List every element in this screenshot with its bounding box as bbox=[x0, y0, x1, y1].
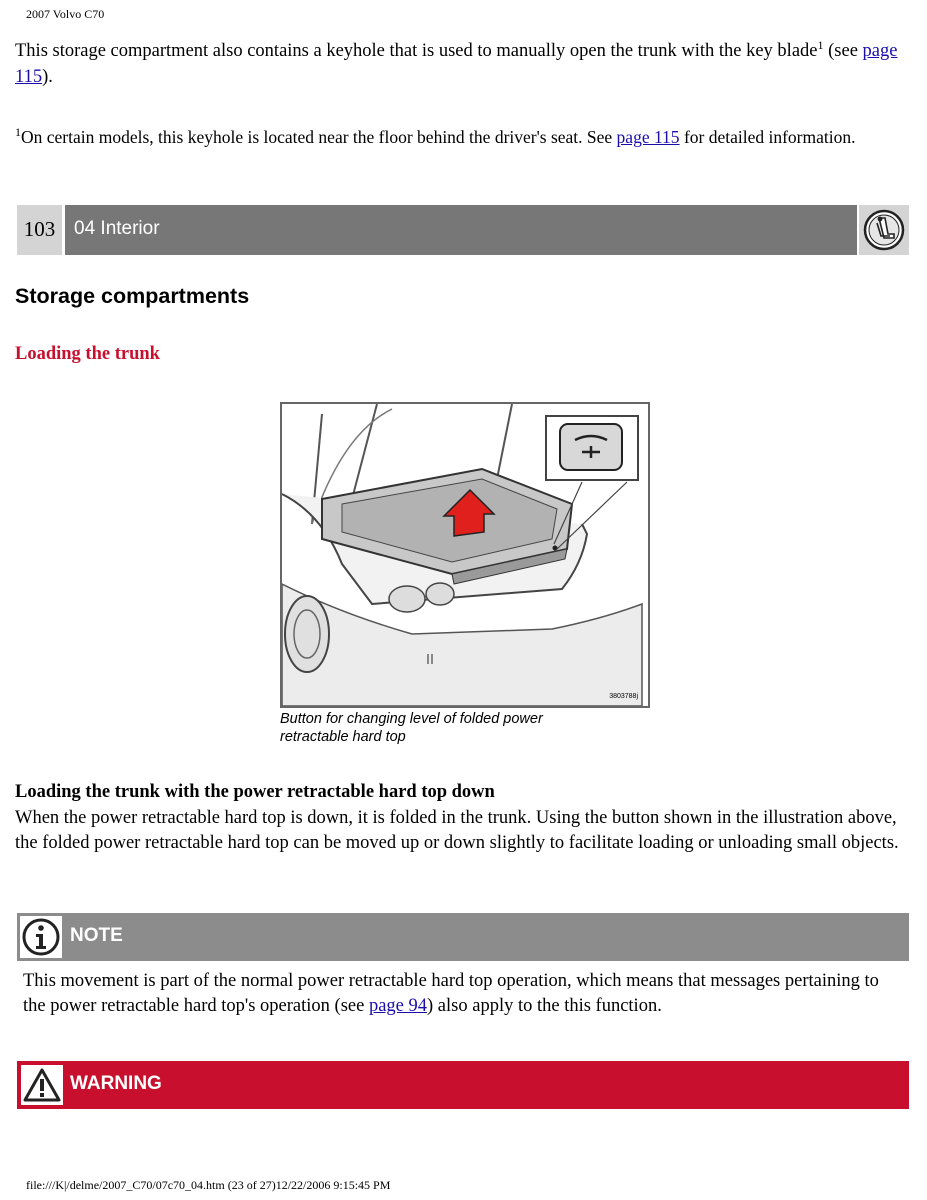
page-94-link[interactable]: page 94 bbox=[368, 996, 428, 1016]
warning-bar bbox=[17, 1061, 909, 1109]
figure-code: 3803788j bbox=[609, 693, 638, 700]
footnote-number: 1 bbox=[15, 125, 21, 140]
body-text: When the power retractable hard top is down, it is folded in the trunk. Using the button shown in the illustration above, the folded power retractable hard top can be moved up or down slightly to facilitate loading or unloading small objects. bbox=[15, 808, 899, 853]
info-icon bbox=[20, 916, 62, 958]
body-heading: Loading the trunk with the power retractable hard top down bbox=[15, 782, 495, 802]
intro-text-mid: (see bbox=[823, 41, 863, 61]
warning-triangle-icon bbox=[21, 1065, 63, 1105]
document-header-title: 2007 Volvo C70 bbox=[26, 7, 105, 21]
note-text-end: ) also apply to the this function. bbox=[427, 996, 662, 1016]
trunk-illustration bbox=[280, 402, 650, 708]
seat-icon bbox=[859, 205, 909, 255]
intro-text-end: ). bbox=[42, 67, 53, 87]
figure-caption bbox=[280, 710, 660, 746]
footnote bbox=[15, 124, 905, 150]
warning-label: WARNING bbox=[70, 1073, 162, 1094]
intro-paragraph bbox=[15, 38, 905, 90]
figure-caption-line-1: Button for changing level of folded power bbox=[280, 711, 543, 727]
section-title: 04 Interior bbox=[65, 205, 857, 255]
section-bar bbox=[17, 205, 909, 255]
footnote-text-end: for detailed information. bbox=[679, 127, 856, 147]
note-label: NOTE bbox=[70, 925, 123, 946]
page-title: Storage compartments bbox=[15, 284, 250, 308]
note-text-body: This movement is part of the normal power retractable hard top operation, which means that messages pertaining to the power retractable hard top's operation (see bbox=[23, 971, 879, 1016]
subheading: Loading the trunk bbox=[15, 344, 160, 364]
figure-caption-line-2: retractable hard top bbox=[280, 729, 406, 745]
note-bar bbox=[17, 913, 909, 961]
footnote-page-115-link[interactable]: page 115 bbox=[616, 127, 680, 147]
footnote-marker: 1 bbox=[817, 37, 824, 52]
intro-text: This storage compartment also contains a keyhole that is used to manually open the trunk with the key blade bbox=[15, 41, 818, 61]
note-text bbox=[23, 969, 903, 1019]
footnote-text: On certain models, this keyhole is located near the floor behind the driver's seat. See bbox=[21, 127, 617, 147]
page-115-link[interactable]: page 115 bbox=[15, 41, 898, 87]
section-page-number: 103 bbox=[17, 205, 62, 255]
footer-file-path: file:///K|/delme/2007_C70/07c70_04.htm (23 of 27)12/22/2006 9:15:45 PM bbox=[26, 1178, 391, 1192]
